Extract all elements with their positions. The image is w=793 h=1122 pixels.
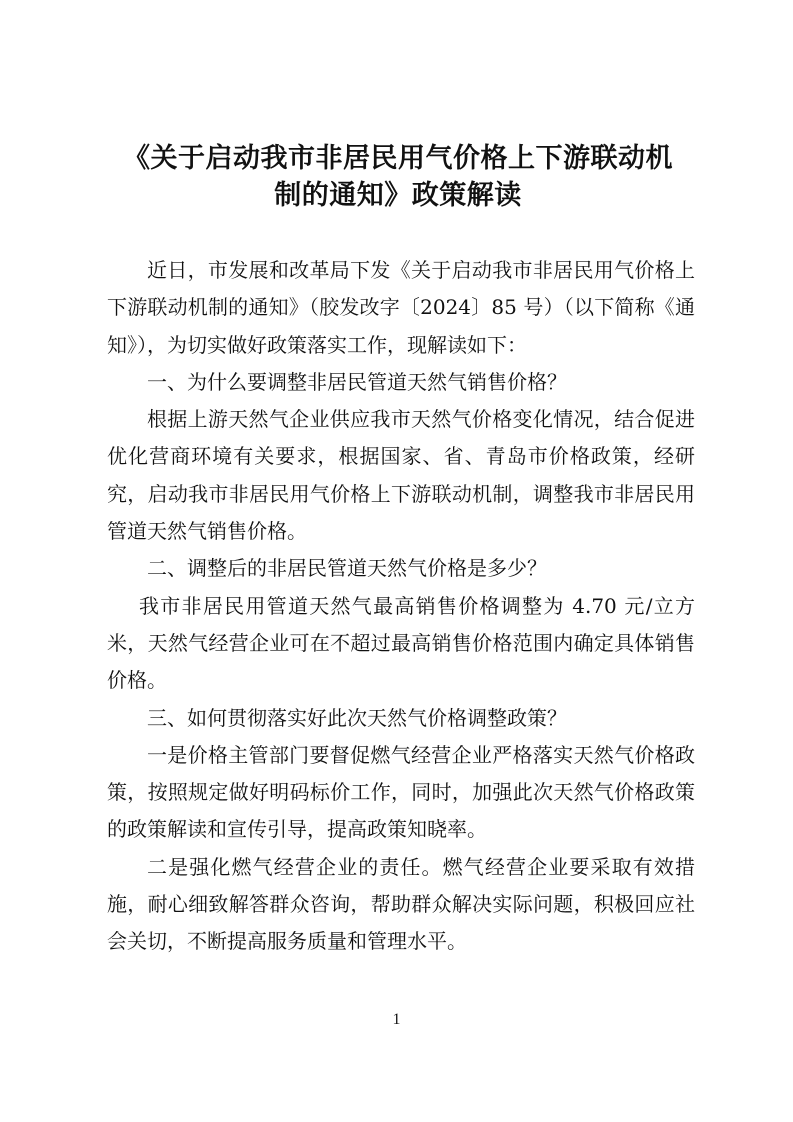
document-body	[107, 252, 695, 961]
intro-paragraph: 近日，市发展和改革局下发《关于启动我市非居民用气价格上下游联动机制的通知》（胶发改字〔2024〕85 号）（以下简称《通知》），为切实做好政策落实工作，现解读如下：	[107, 258, 695, 357]
section-paragraph-3a: 一是价格主管部门要督促燃气经营企业严格落实天然气价格政策，按照规定做好明码标价工作，同时，加强此次天然气价格政策的政策解读和宣传引导，提高政策知晓率。	[107, 742, 695, 842]
section-heading-2: 二、调整后的非居民管道天然气价格是多少？	[147, 556, 547, 581]
document-title	[100, 140, 696, 214]
title-line-2: 制的通知》政策解读	[274, 180, 522, 211]
section-heading-3: 三、如何贯彻落实好此次天然气价格调整政策？	[147, 705, 567, 730]
section-heading-1: 一、为什么要调整非居民管道天然气销售价格？	[147, 369, 567, 394]
section-paragraph-1: 根据上游天然气企业供应我市天然气价格变化情况，结合促进优化营商环境有关要求，根据国家、省、青岛市价格政策，经研究，启动我市非居民用气价格上下游联动机制，调整我市非居民用管道天然气销售价格。	[107, 407, 695, 544]
section-paragraph-2: 我市非居民用管道天然气最高销售价格调整为 4.70 元/立方米，天然气经营企业可在不超过最高销售价格范围内确定具体销售价格。	[107, 593, 695, 693]
title-line-1: 《关于启动我市非居民用气价格上下游联动机	[123, 143, 673, 174]
page-number: 1	[392, 1011, 401, 1028]
section-paragraph-3b: 二是强化燃气经营企业的责任。燃气经营企业要采取有效措施，耐心细致解答群众咨询，帮助群众解决实际问题，积极回应社会关切，不断提高服务质量和管理水平。	[107, 854, 695, 954]
